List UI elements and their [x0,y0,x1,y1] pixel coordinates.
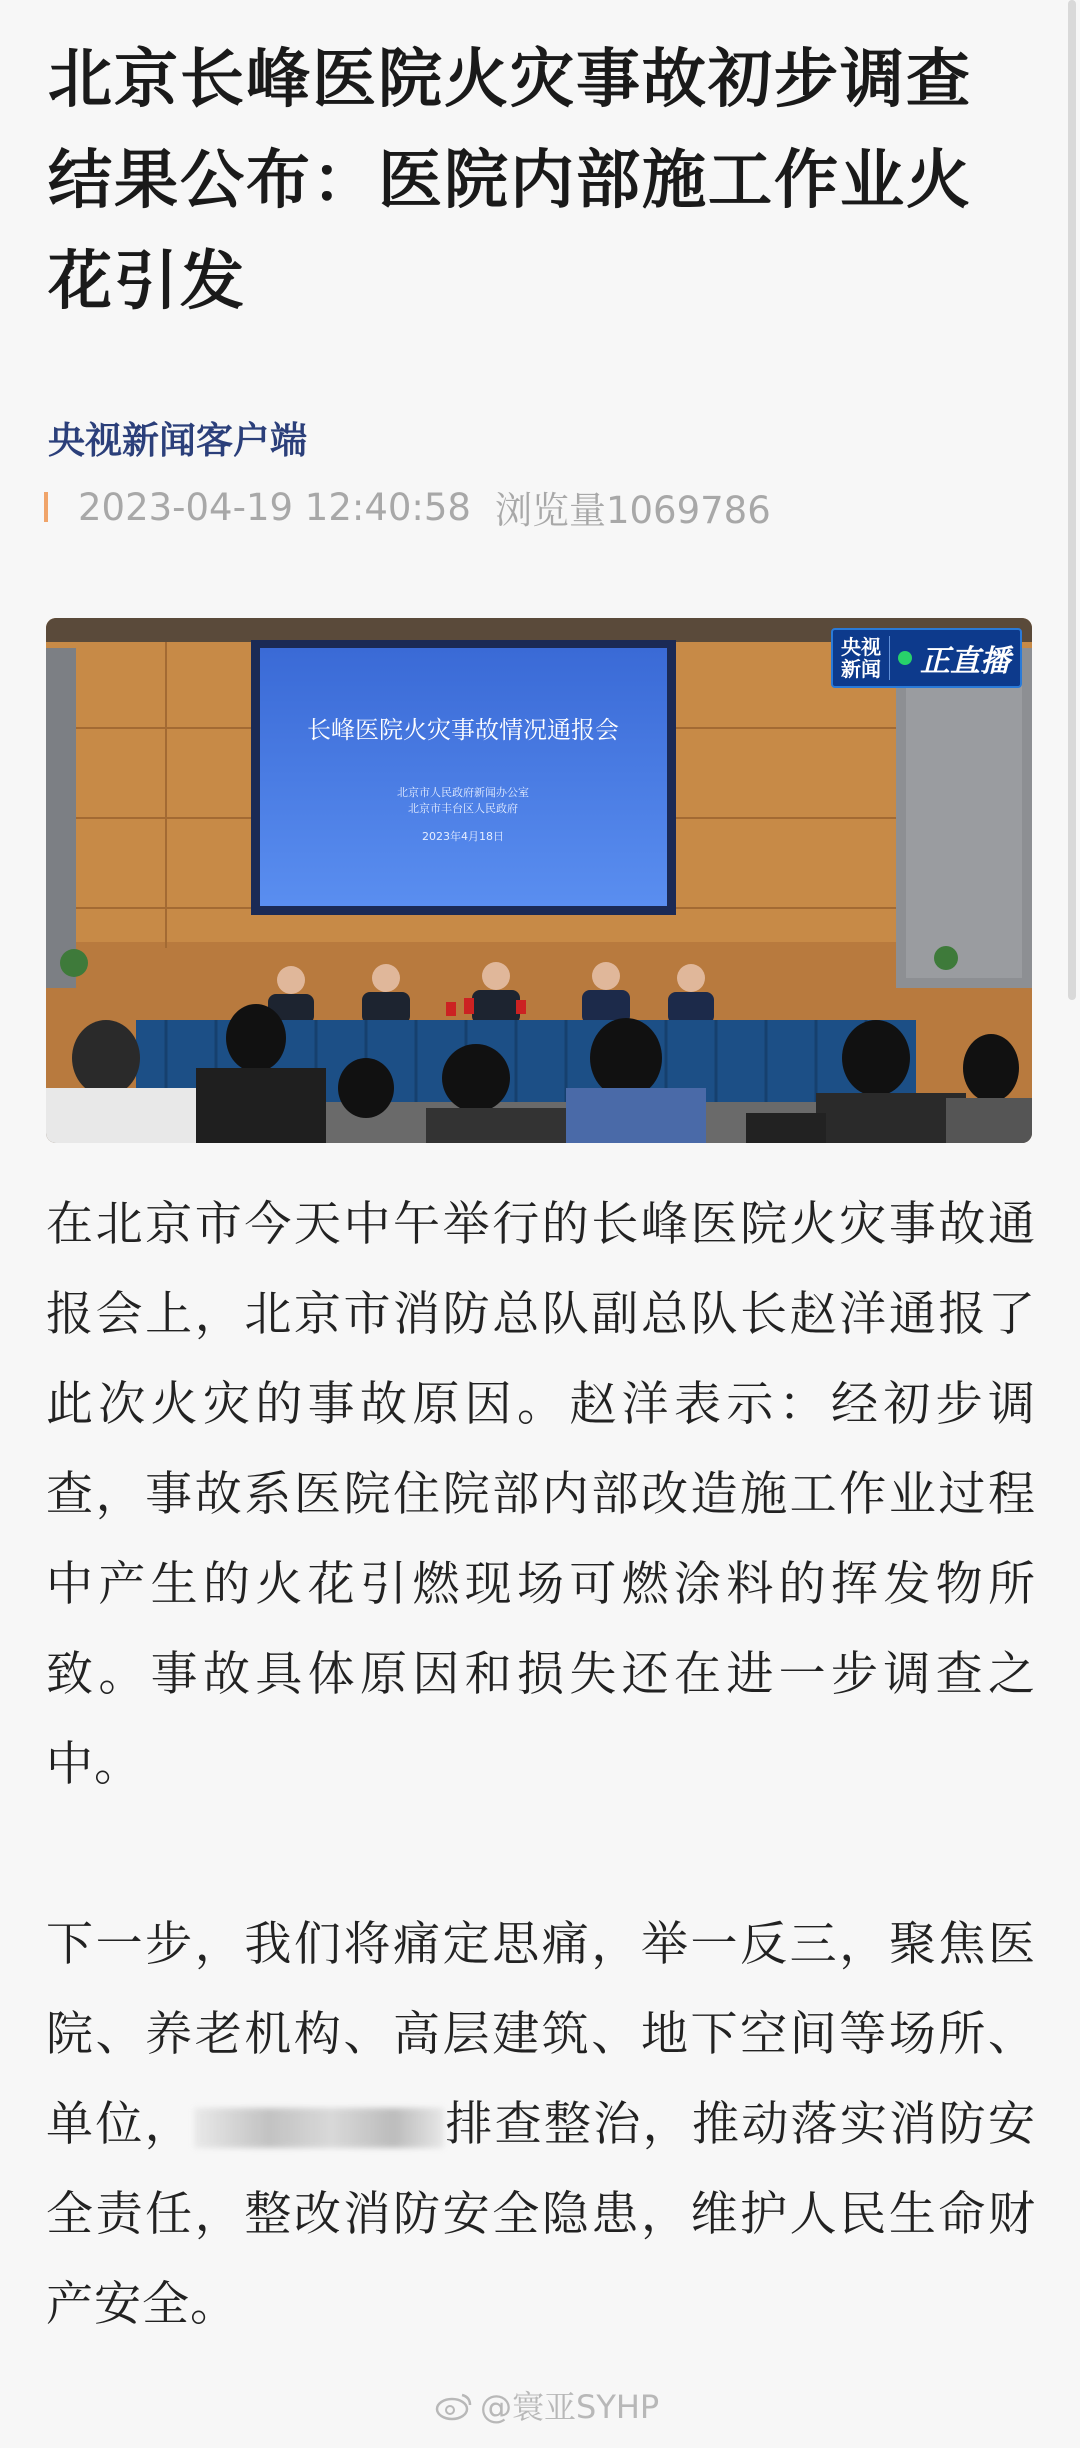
screen-date: 2023年4月18日 [422,830,504,843]
article-source[interactable]: 央视新闻客户端 [48,419,307,462]
article-meta [44,482,771,532]
screen-subtitle-1: 北京市人民政府新闻办公室 [397,786,529,799]
weibo-icon [434,2389,474,2421]
screen-title: 长峰医院火灾事故情况通报会 [307,716,619,744]
weibo-watermark [434,2382,659,2428]
paragraph-2-part-2: 排查整治，推动落实消防安全责任，整改消防安全隐患，维护人民生命财产安全。 [46,2097,1036,2332]
article-paragraph-1: 在北京市今天中午举行的长峰医院火灾事故通报会上，北京市消防总队副总队长赵洋通报了此次火灾的事故原因。赵洋表示：经初步调查，事故系医院住院部内部改造施工作业过程中产生的火花引燃现场可燃涂料的挥发物所致。事故具体原因和损失还在进一步调查之中。 [46,1197,1036,1792]
article-paragraph-2 [46,1900,1036,2350]
paragraph-2-part-1: 下一步，我们将痛定思痛，举一反三，聚焦医院、养老机构、高层建筑、地下空间等场所、单位， [46,1917,1036,2152]
press-conference-photo[interactable] [46,618,1032,1143]
blurred-text-region [194,2108,444,2148]
screen-subtitle-2: 北京市丰台区人民政府 [408,802,518,815]
press-conference-scene [46,618,1032,1143]
scrollbar[interactable] [1068,0,1076,1000]
live-dot-icon [898,651,912,665]
watermark-text: @寰亚SYHP [480,2388,660,2426]
meta-accent-bar [44,492,48,522]
view-count: 浏览量1069786 [494,489,771,532]
live-label: 正直播 [920,644,1010,679]
article-title: 北京长峰医院火灾事故初步调查结果公布：医院内部施工作业火花引发 [48,43,972,319]
live-broadcast-badge [831,628,1022,688]
publish-time: 2023-04-19 12:40:58 [78,485,471,529]
cctv-news-logo: 央视 新闻 [839,636,890,680]
